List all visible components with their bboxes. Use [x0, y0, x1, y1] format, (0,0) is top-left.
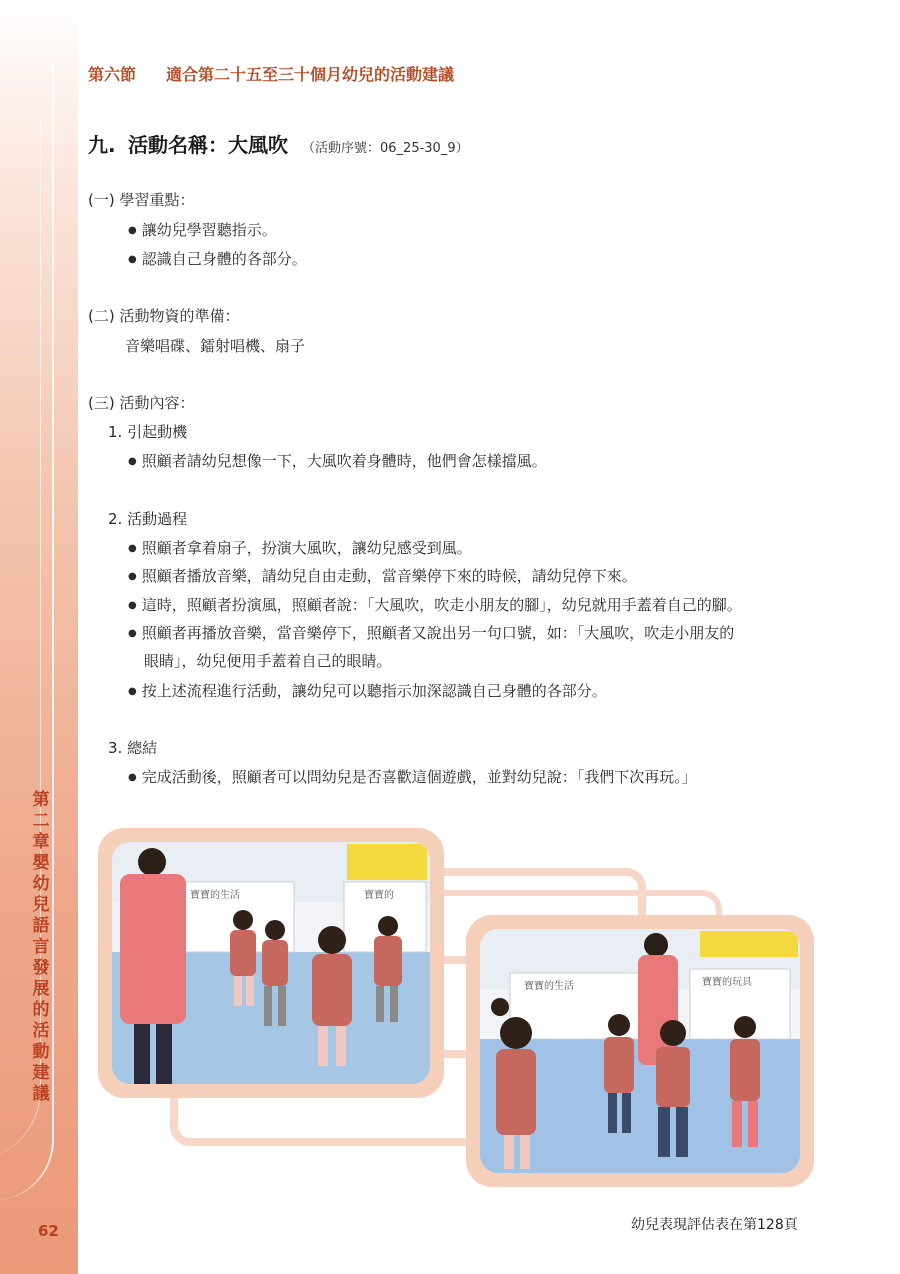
activity-title [88, 129, 469, 158]
summary-item: ● 完成活動後，照顧者可以問幼兒是否喜歡這個遊戲，並對幼兒說：「我們下次再玩。」 [128, 766, 697, 787]
learning-focus-item: ● 讓幼兒學習聽指示。 [128, 219, 277, 240]
summary-heading: 3. 總結 [108, 739, 158, 757]
activity-photo-card [98, 828, 444, 1098]
process-item-continuation: 眼睛」，幼兒便用手蓋着自己的眼睛。 [144, 652, 392, 670]
process-item: ● 照顧者再播放音樂，當音樂停下，照顧者又說出另一句口號，如：「大風吹，吹走小朋友的 [128, 622, 734, 643]
activity-photo-card [466, 915, 814, 1187]
section-number: 第六節 [88, 65, 137, 84]
materials-heading: (二) 活動物資的準備： [88, 307, 240, 325]
activity-photo [480, 929, 800, 1173]
intro-item: ● 照顧者請幼兒想像一下，大風吹着身體時，他們會怎樣擋風。 [128, 450, 547, 471]
classroom-scene [480, 929, 800, 1173]
section-title: 適合第二十五至三十個月幼兒的活動建議 [166, 65, 455, 84]
wall-chart-label: 寶寶的玩具 [702, 977, 752, 988]
wall-chart-label: 寶寶的生活 [524, 981, 574, 992]
process-item: ● 照顧者拿着扇子，扮演大風吹，讓幼兒感受到風。 [128, 537, 472, 558]
page-number: 62 [38, 1222, 59, 1240]
activity-name: 活動名稱：大風吹 [128, 133, 288, 157]
process-item: ● 這時，照顧者扮演風，照顧者說：「大風吹，吹走小朋友的腳」，幼兒就用手蓋着自己的腳。 [128, 594, 742, 615]
wall-chart-label: 寶寶的 [364, 890, 394, 901]
assessment-reference-note: 幼兒表現評估表在第128頁 [631, 1217, 798, 1233]
chapter-vertical-title: 第二章 嬰幼兒語言發展的活動建議 [32, 790, 50, 1104]
process-heading: 2. 活動過程 [108, 510, 188, 528]
activity-number: 九. [88, 133, 116, 157]
activity-photo [112, 842, 430, 1084]
process-item: ● 按上述流程進行活動，讓幼兒可以聽指示加深認識自己身體的各部分。 [128, 680, 607, 701]
wall-chart-label: 寶寶的生活 [190, 890, 240, 901]
process-item: ● 照顧者播放音樂，請幼兒自由走動，當音樂停下來的時候，請幼兒停下來。 [128, 565, 637, 586]
activity-code: （活動序號：06_25-30_9） [302, 141, 469, 156]
materials-text: 音樂唱碟、鐳射唱機、扇子 [125, 337, 306, 355]
classroom-scene [112, 842, 430, 1084]
intro-heading: 1. 引起動機 [108, 423, 188, 441]
content-heading: (三) 活動內容： [88, 394, 195, 412]
section-header [88, 62, 454, 85]
learning-focus-heading: (一) 學習重點： [88, 191, 195, 209]
learning-focus-item: ● 認識自己身體的各部分。 [128, 248, 307, 269]
